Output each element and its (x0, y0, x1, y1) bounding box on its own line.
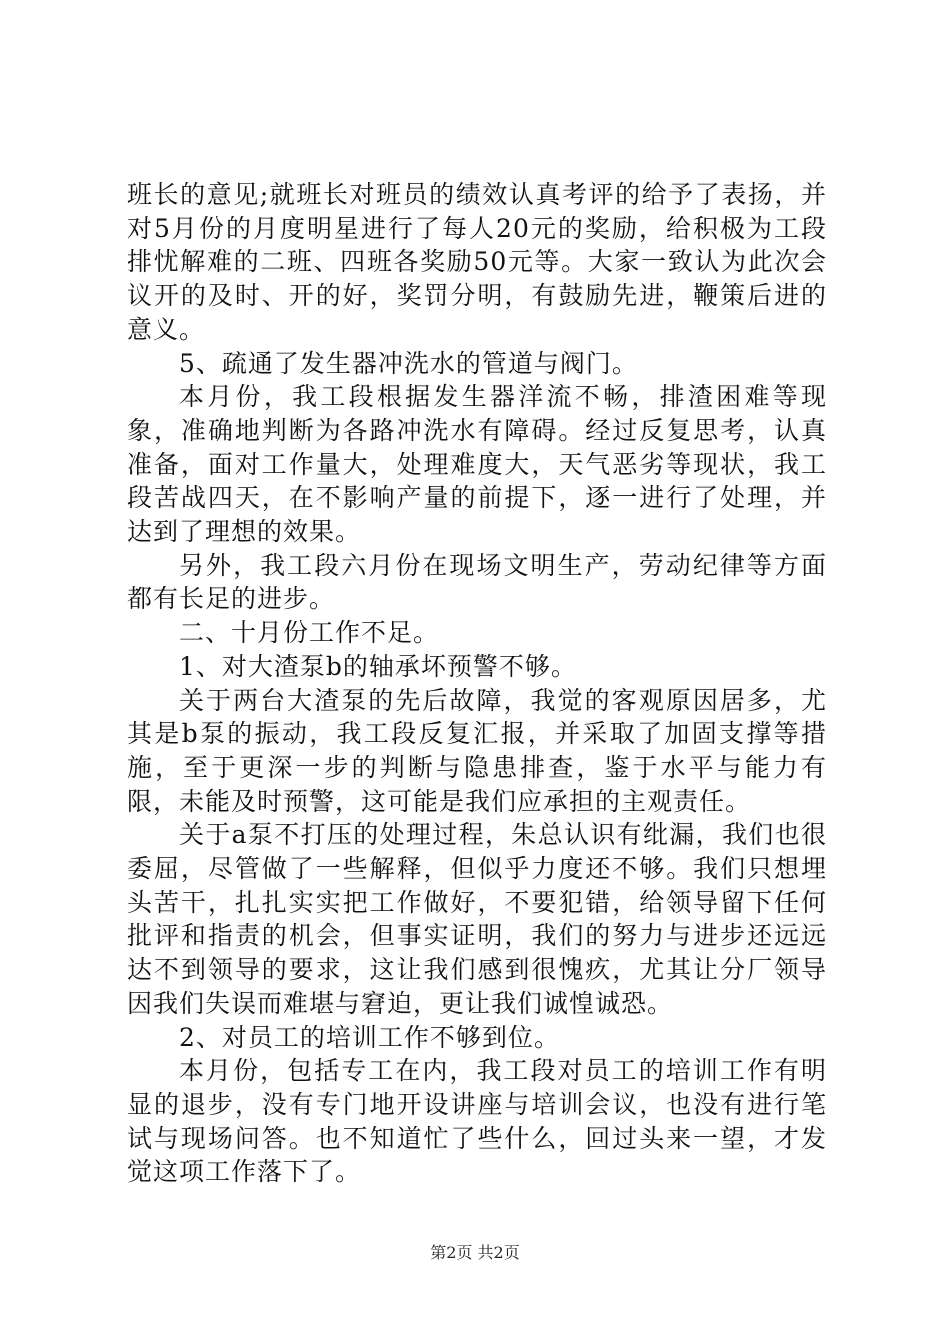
paragraph-6: 1、对大渣泵b的轴承坏预警不够。 (179, 651, 577, 681)
paragraph-1: 班长的意见;就班长对班员的绩效认真考评的给予了表扬，并对5月份的月度明星进行了每人20元的奖励，给积极为工段排忧解难的二班、四班各奖励50元等。大家一致认为此次会议开的及时、开的好，奖罚分明，有鼓励先进，鞭策后进的意义。 (127, 180, 827, 344)
section-heading: 二、十月份工作不足。 (179, 618, 440, 648)
paragraph-2: 5、疏通了发生器冲洗水的管道与阀门。 (179, 348, 638, 378)
document-body (127, 178, 827, 1189)
paragraph-4: 另外，我工段六月份在现场文明生产，劳动纪律等方面都有长足的进步。 (127, 550, 827, 614)
paragraph-7: 关于两台大渣泵的先后故障，我觉的客观原因居多，尤其是b泵的振动，我工段反复汇报，并采取了加固支撑等措施，至于更深一步的判断与隐患排查，鉴于水平与能力有限，未能及时预警，这可能是我们应承担的主观责任。 (127, 685, 827, 816)
paragraph-10: 本月份，包括专工在内，我工段对员工的培训工作有明显的退步，没有专门地开设讲座与培训会议，也没有进行笔试与现场问答。也不知道忙了些什么，回过头来一望，才发觉这项工作落下了。 (127, 1056, 827, 1187)
paragraph-8: 关于a泵不打压的处理过程，朱总认识有纰漏，我们也很委屈，尽管做了一些解释，但似乎力度还不够。我们只想埋头苦干，扎扎实实把工作做好，不要犯错，给领导留下任何批评和指责的机会，但事实证明，我们的努力与进步还远远达不到领导的要求，这让我们感到很愧疚，尤其让分厂领导因我们失误而难堪与窘迫，更让我们诚惶诚恐。 (127, 820, 827, 1018)
page-number-footer: 第2页 共2页 (430, 1243, 520, 1262)
paragraph-3: 本月份，我工段根据发生器洋流不畅，排渣困难等现象，准确地判断为各路冲洗水有障碍。经过反复思考，认真准备，面对工作量大，处理难度大，天气恶劣等现状，我工段苦战四天，在不影响产量的前提下，逐一进行了处理，并达到了理想的效果。 (127, 382, 827, 547)
paragraph-9: 2、对员工的培训工作不够到位。 (179, 1022, 560, 1052)
